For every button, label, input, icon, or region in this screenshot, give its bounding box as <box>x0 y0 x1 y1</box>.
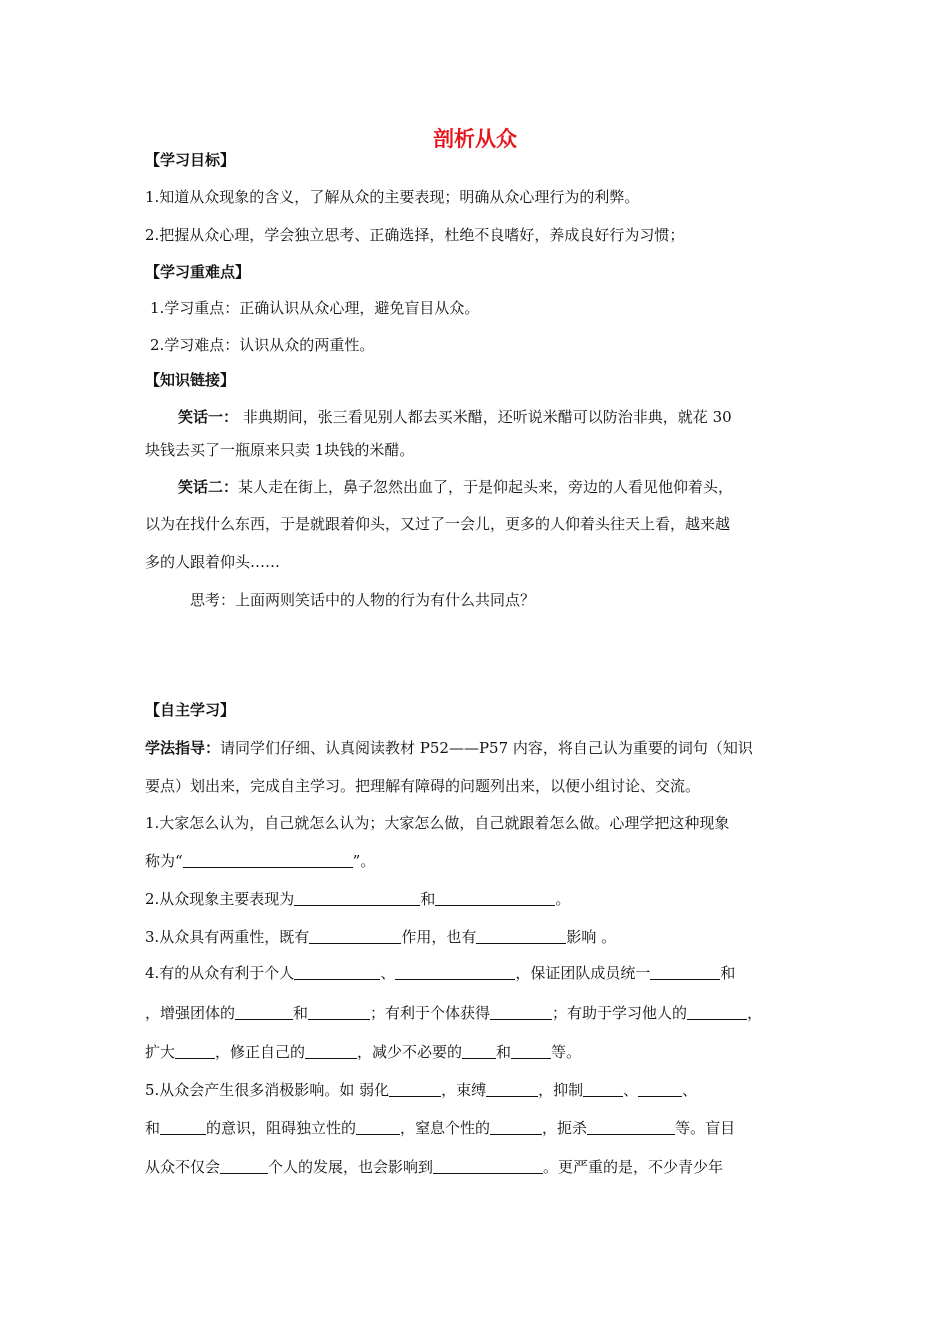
q5-text-m: 。更严重的是，不少青少年 <box>543 1158 724 1176</box>
q5-line1 <box>145 1080 697 1100</box>
q1-line2 <box>145 851 375 871</box>
page-title: 剖析从众 <box>433 127 517 151</box>
link-heading: 【知识链接】 <box>145 371 236 389</box>
q5-blank-3[interactable] <box>583 1081 623 1097</box>
q3-blank-2[interactable] <box>476 928 566 944</box>
joke1-label: 笑话一： <box>178 408 239 426</box>
q5-text-c: ，抑制 <box>538 1081 584 1099</box>
q4-text-d: 和 <box>720 964 736 982</box>
q4-blank-8[interactable] <box>175 1043 215 1059</box>
q4-text-c: ，保证团队成员统一 <box>515 964 651 982</box>
q4-blank-9[interactable] <box>305 1043 357 1059</box>
q3-text-c: 影响 。 <box>566 928 617 946</box>
joke2-line3: 多的人跟着仰头…… <box>145 553 281 571</box>
q4-text-f: 和 <box>293 1004 309 1022</box>
q5-blank-2[interactable] <box>486 1081 538 1097</box>
q5-blank-8[interactable] <box>587 1119 675 1135</box>
q5-text-h: ，窒息个性的 <box>400 1119 491 1137</box>
guide-label: 学法指导： <box>145 739 221 757</box>
q4-line2 <box>145 1003 762 1023</box>
q5-text-g: 的意识，阻碍独立性的 <box>206 1119 357 1137</box>
q4-blank-11[interactable] <box>511 1043 551 1059</box>
q3-blank-1[interactable] <box>309 928 401 944</box>
keypoint-item-1: 1.学习重点：正确认识从众心理，避免盲目从众。 <box>150 299 480 317</box>
q5-line3 <box>145 1157 723 1177</box>
q5-text-e: 、 <box>682 1081 698 1099</box>
q5-text-j: 等。盲目 <box>675 1119 736 1137</box>
q5-blank-7[interactable] <box>490 1119 542 1135</box>
q5-line2 <box>145 1118 735 1138</box>
q4-text-e: ，增强团体的 <box>145 1004 236 1022</box>
self-study-heading: 【自主学习】 <box>145 701 236 719</box>
q4-line1 <box>145 963 735 983</box>
goal-item-2: 2.把握从众心理，学会独立思考、正确选择，杜绝不良嗜好，养成良好行为习惯； <box>145 226 685 244</box>
q4-blank-3[interactable] <box>650 964 720 980</box>
q5-blank-10[interactable] <box>433 1158 543 1174</box>
q1-line1: 1.大家怎么认为，自己就怎么认为；大家怎么做，自己就跟着怎么做。心理学把这种现象 <box>145 814 730 832</box>
joke2-line2: 以为在找什么东西，于是就跟着仰头，又过了一会儿，更多的人仰着头往天上看，越来越 <box>145 515 731 533</box>
q2-blank-1[interactable] <box>294 890 420 906</box>
q4-text-g: ；有利于个体获得 <box>370 1004 491 1022</box>
q5-text-d: 、 <box>623 1081 639 1099</box>
joke2-text-1: 某人走在街上，鼻子忽然出血了，于是仰起头来，旁边的人看见他仰着头， <box>238 478 734 496</box>
q5-text-b: ，束缚 <box>441 1081 487 1099</box>
q4-text-m: 和 <box>496 1043 512 1061</box>
q5-blank-1[interactable] <box>389 1081 441 1097</box>
joke1-line2: 块钱去买了一瓶原来只卖 1块钱的米醋。 <box>145 441 415 459</box>
think-question: 思考：上面两则笑话中的人物的行为有什么共同点？ <box>190 591 536 609</box>
joke1-line1 <box>178 407 732 427</box>
q2-text-b: 和 <box>420 890 436 908</box>
guide-line1 <box>145 738 753 758</box>
q3-line <box>145 927 616 947</box>
q4-blank-5[interactable] <box>308 1004 370 1020</box>
q5-text-k: 从众不仅会 <box>145 1158 221 1176</box>
q5-blank-5[interactable] <box>160 1119 206 1135</box>
q4-blank-6[interactable] <box>490 1004 552 1020</box>
q4-text-i: ， <box>747 1004 763 1022</box>
q5-blank-6[interactable] <box>356 1119 400 1135</box>
guide-line2: 要点）划出来，完成自主学习。把理解有障碍的问题列出来，以便小组讨论、交流。 <box>145 777 701 795</box>
q2-text-c: 。 <box>555 890 571 908</box>
q4-text-k: ，修正自己的 <box>215 1043 306 1061</box>
q5-blank-9[interactable] <box>220 1158 268 1174</box>
q4-blank-4[interactable] <box>235 1004 293 1020</box>
keypoint-item-2: 2.学习难点：认识从众的两重性。 <box>150 336 375 354</box>
q3-text-a: 3.从众具有两重性，既有 <box>145 928 310 946</box>
q4-blank-2[interactable] <box>395 964 515 980</box>
q2-line <box>145 889 570 909</box>
q5-text-f: 和 <box>145 1119 161 1137</box>
q4-text-a: 4.有的从众有利于个人 <box>145 964 295 982</box>
q4-blank-1[interactable] <box>294 964 380 980</box>
q5-text-i: ，扼杀 <box>542 1119 588 1137</box>
q5-text-l: 个人的发展，也会影响到 <box>268 1158 434 1176</box>
joke2-label: 笑话二： <box>178 478 239 496</box>
q4-text-b: 、 <box>380 964 396 982</box>
q1-suffix: ”。 <box>352 852 376 870</box>
guide-text-1: 请同学们仔细、认真阅读教材 P52——P57 内容，将自己认为重要的词句（知识 <box>220 739 753 757</box>
keypoints-heading: 【学习重难点】 <box>145 263 251 281</box>
q4-text-j: 扩大 <box>145 1043 176 1061</box>
q2-text-a: 2.从众现象主要表现为 <box>145 890 295 908</box>
q5-text-a: 5.从众会产生很多消极影响。如 弱化 <box>145 1081 390 1099</box>
q5-blank-4[interactable] <box>638 1081 682 1097</box>
q4-blank-7[interactable] <box>687 1004 747 1020</box>
q4-text-l: ，减少不必要的 <box>357 1043 463 1061</box>
goal-item-1: 1.知道从众现象的含义，了解从众的主要表现；明确从众心理行为的利弊。 <box>145 188 640 206</box>
joke2-line1 <box>178 477 733 497</box>
q2-blank-2[interactable] <box>435 890 555 906</box>
q4-line3 <box>145 1042 581 1062</box>
q4-blank-10[interactable] <box>462 1043 496 1059</box>
joke1-text-1: 非典期间，张三看见别人都去买米醋，还听说米醋可以防治非典，就花 30 <box>242 408 732 426</box>
q4-text-n: 等。 <box>551 1043 582 1061</box>
q1-prefix: 称为“ <box>145 852 183 870</box>
goals-heading: 【学习目标】 <box>145 151 236 169</box>
q1-blank[interactable] <box>183 852 353 868</box>
q3-text-b: 作用，也有 <box>401 928 477 946</box>
q4-text-h: ；有助于学习他人的 <box>552 1004 688 1022</box>
